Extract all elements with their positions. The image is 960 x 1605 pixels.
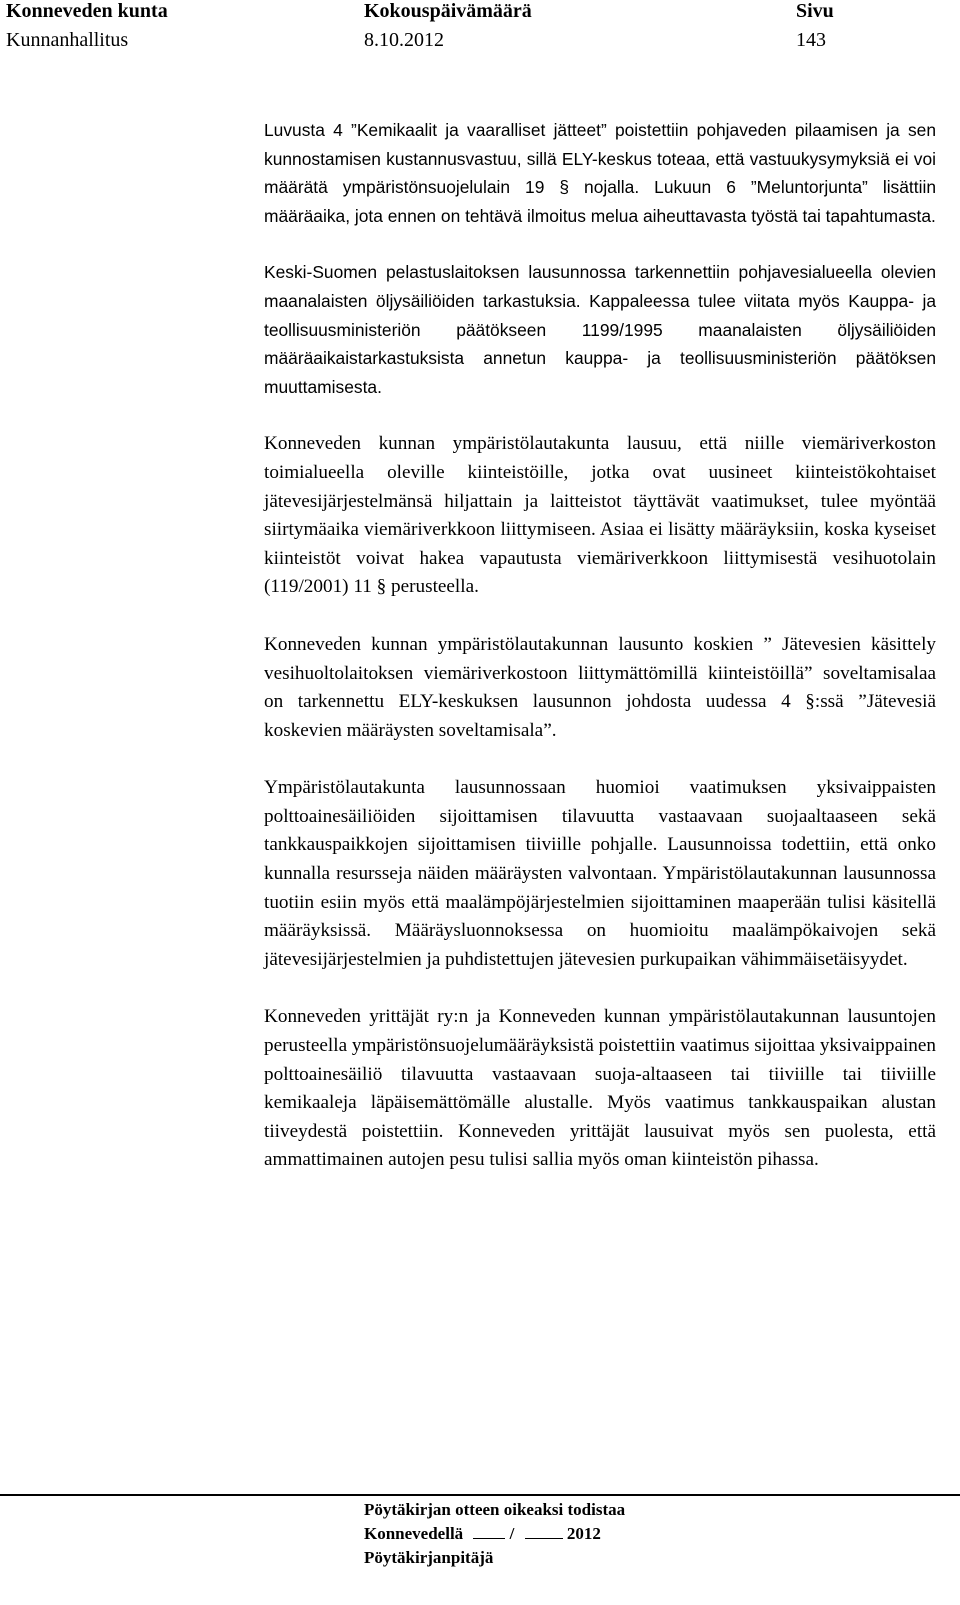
header-meeting-date xyxy=(364,0,532,55)
month-blank xyxy=(525,1523,563,1539)
paragraph-5: Ympäristölautakunta lausunnossaan huomioi vaatimuksen yksivaippaisten polttoainesäiliöiden sijoittamisen tilavuutta vastaavaan suojaaltaaseen sekä tankkauspaikkojen sijoittamisen tiiviille pohjalle. Lausunnoissa todettiin, että onko kunnalla resursseja näiden määräysten valvontaan. Ympäristölautakunnan lausunnossa tuotiin esiin myös että maalämpöjärjestelmien sijoittaminen maaperään tulisi käsitellä määräyksissä. Määräysluonnoksessa on huomioitu maalämpökaivojen sekä jätevesijärjestelmien ja puhdistettujen jätevesien purkupaikan vähimmäisetäisyydet. xyxy=(264,777,936,970)
municipality-name: Konneveden kunta xyxy=(6,0,168,22)
meeting-date: 8.10.2012 xyxy=(364,29,444,51)
paragraph-1: Luvusta 4 ”Kemikaalit ja vaaralliset jätteet” poistettiin pohjaveden pilaamisen ja sen kunnostamisen kustannusvastuu, sillä ELY-keskus toteaa, että vastuukysymyksiä ei voi määrätä ympäristönsuojelulain 19 § nojalla. Lukuun 6 ”Meluntorjunta” lisättiin määräaika, jota ennen on tehtävä ilmoitus melua aiheuttavasta työstä tai tapahtumasta. xyxy=(264,120,936,226)
page-number: 143 xyxy=(796,29,826,51)
paragraph-3: Konneveden kunnan ympäristölautakunta lausuu, että niille viemäriverkoston toimialueella oleville kiinteistöille, jotka ovat uusineet kiinteistökohtaiset jätevesijärjestelmänsä hiljattain ja laitteistot täyttävät vaatimukset, tulee myöntää siirtymäaika viemäriverkkoon liittymiseen. Asiaa ei lisätty määräyksiin, koska kyseiset kiinteistöt voivat hakea vapautusta viemäriverkkoon liittymisestä vesihuotolain (119/2001) 11 § perusteella. xyxy=(264,433,936,598)
minutes-keeper: Pöytäkirjanpitäjä xyxy=(364,1548,494,1567)
paragraph-4: Konneveden kunnan ympäristölautakunnan lausunto koskien ” Jätevesien käsittely vesihuoltolaitoksen viemäriverkostoon liittymättömillä kiinteistöillä” soveltamisalaa on tarkennettu ELY-keskuksen lausunnon johdosta uudessa 4 §:ssä ”Jätevesiä koskevien määräysten soveltamisala”. xyxy=(264,633,936,741)
header-page xyxy=(796,0,834,55)
board-name: Kunnanhallitus xyxy=(6,29,129,51)
certification-place-date xyxy=(364,1522,625,1546)
page-label: Sivu xyxy=(796,0,834,22)
certification-place: Konnevedellä xyxy=(364,1524,464,1543)
paragraph-6: Konneveden yrittäjät ry:n ja Konneveden kunnan ympäristölautakunnan lausuntojen perusteella ympäristönsuojelumääräyksistä poistettiin vaatimus sijoittaa yksivaippainen polttoainesäiliö tilavuutta vastaavaan suoja-altaaseen tai tiiviille tai tiiviille kemikaaleja läpäisemättömälle alustalle. Myös vaatimus tankkauspaikan alustan tiiveydestä poistettiin. Konneveden yrittäjät lausuivat myös sen puolesta, että ammattimainen autojen pesu tulisi sallia myös oman kiinteistön pihassa. xyxy=(264,1006,936,1171)
certification-footer xyxy=(364,1498,625,1570)
footer-divider xyxy=(0,1494,960,1496)
certification-year: 2012 xyxy=(566,1524,601,1543)
date-separator: / xyxy=(509,1524,515,1543)
day-blank xyxy=(473,1523,505,1539)
certification-line: Pöytäkirjan otteen oikeaksi todistaa xyxy=(364,1500,626,1519)
paragraph-2: Keski-Suomen pelastuslaitoksen lausunnossa tarkennettiin pohjavesialueella olevien maanalaisten öljysäiliöiden tarkastuksia. Kappaleessa tulee viitata myös Kauppa- ja teollisuusministeriön päätökseen 1199/1995 maanalaisten öljysäiliöiden määräaikaistarkastuksista annetun kauppa- ja teollisuusministeriön päätöksen muuttamisesta. xyxy=(264,262,936,397)
header-organization xyxy=(6,0,168,55)
document-body xyxy=(264,116,936,1204)
meeting-date-label: Kokouspäivämäärä xyxy=(364,0,532,22)
